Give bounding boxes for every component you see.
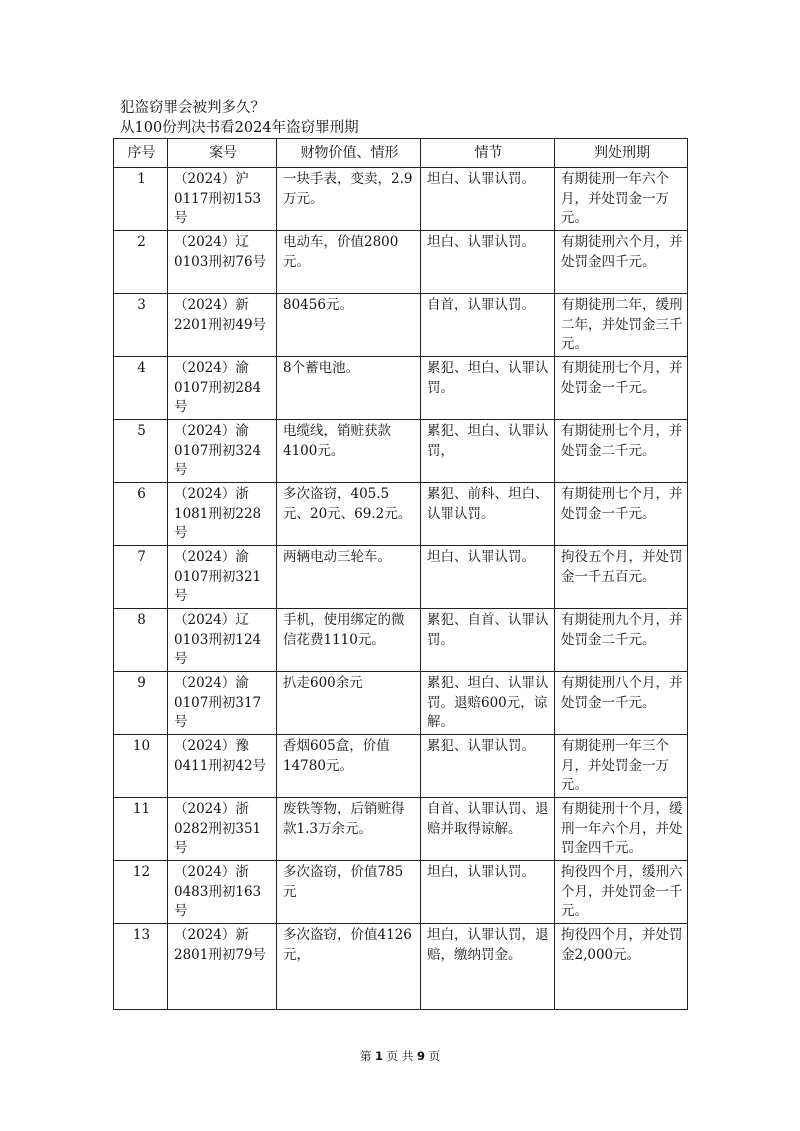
footer-middle: 页 共 xyxy=(386,1049,414,1063)
cell-sentence: 拘役四个月，缓刑六个月，并处罚金一千元。 xyxy=(555,861,688,924)
cell-seq: 3 xyxy=(114,294,168,357)
cell-seq: 12 xyxy=(114,861,168,924)
cell-sentence: 有期徒刑六个月，并处罚金四千元。 xyxy=(555,231,688,294)
table-row xyxy=(114,798,688,861)
cell-property: 电动车，价值2800元。 xyxy=(277,231,421,294)
cell-case-no: （2024）辽0103刑初124号 xyxy=(168,609,277,672)
cell-seq: 8 xyxy=(114,609,168,672)
cell-circumstances: 坦白、认罪认罚。 xyxy=(421,546,555,609)
cell-property: 80456元。 xyxy=(277,294,421,357)
table-row xyxy=(114,168,688,231)
table-row xyxy=(114,357,688,420)
cell-circumstances: 累犯、坦白、认罪认罚。 xyxy=(421,357,555,420)
page-footer xyxy=(0,1048,800,1064)
cell-sentence: 有期徒刑七个月，并处罚金二千元。 xyxy=(555,420,688,483)
cell-circumstances: 累犯、坦白、认罪认罚， xyxy=(421,420,555,483)
cell-sentence: 有期徒刑十个月，缓刑一年六个月，并处罚金四千元。 xyxy=(555,798,688,861)
table-header-row xyxy=(114,139,688,168)
cell-property: 一块手表，变卖，2.9万元。 xyxy=(277,168,421,231)
cell-case-no: （2024）辽0103刑初76号 xyxy=(168,231,277,294)
cell-circumstances: 坦白、认罪认罚。 xyxy=(421,168,555,231)
cell-circumstances: 累犯、前科、坦白、认罪认罚。 xyxy=(421,483,555,546)
cell-circumstances: 累犯、坦白、认罪认罚。退赔600元，谅解。 xyxy=(421,672,555,735)
cell-circumstances: 坦白，认罪认罚，退赔，缴纳罚金。 xyxy=(421,924,555,1010)
header-property: 财物价值、情形 xyxy=(277,139,421,168)
cell-property: 手机，使用绑定的微信花费1110元。 xyxy=(277,609,421,672)
header-seq: 序号 xyxy=(114,139,168,168)
header-case-no: 案号 xyxy=(168,139,277,168)
cell-case-no: （2024）渝0107刑初321号 xyxy=(168,546,277,609)
cell-sentence: 有期徒刑二年，缓刑二年，并处罚金三千元。 xyxy=(555,294,688,357)
cell-seq: 13 xyxy=(114,924,168,1010)
footer-total-pages: 9 xyxy=(416,1049,425,1063)
cell-case-no: （2024）豫0411刑初42号 xyxy=(168,735,277,798)
cell-sentence: 拘役四个月，并处罚金2,000元。 xyxy=(555,924,688,1010)
cell-circumstances: 累犯、自首、认罪认罚。 xyxy=(421,609,555,672)
cell-property: 废铁等物，后销赃得款1.3万余元。 xyxy=(277,798,421,861)
cell-sentence: 有期徒刑七个月，并处罚金一千元。 xyxy=(555,483,688,546)
cell-seq: 1 xyxy=(114,168,168,231)
cell-case-no: （2024）渝0107刑初284号 xyxy=(168,357,277,420)
table-row xyxy=(114,483,688,546)
cell-case-no: （2024）浙0282刑初351号 xyxy=(168,798,277,861)
cell-property: 多次盗窃，价值4126元， xyxy=(277,924,421,1010)
cell-case-no: （2024）新2201刑初49号 xyxy=(168,294,277,357)
cell-seq: 6 xyxy=(114,483,168,546)
cell-seq: 7 xyxy=(114,546,168,609)
cell-property: 8个蓄电池。 xyxy=(277,357,421,420)
cell-case-no: （2024）浙0483刑初163号 xyxy=(168,861,277,924)
cell-property: 两辆电动三轮车。 xyxy=(277,546,421,609)
cell-sentence: 有期徒刑九个月，并处罚金二千元。 xyxy=(555,609,688,672)
cell-property: 扒走600余元 xyxy=(277,672,421,735)
footer-prefix: 第 xyxy=(359,1049,372,1063)
sentencing-table xyxy=(113,138,688,1010)
header-circumstances: 情节 xyxy=(421,139,555,168)
cell-sentence: 有期徒刑一年三个月，并处罚金一万元。 xyxy=(555,735,688,798)
cell-property: 香烟605盒，价值14780元。 xyxy=(277,735,421,798)
table-row xyxy=(114,231,688,294)
cell-seq: 2 xyxy=(114,231,168,294)
table-row xyxy=(114,735,688,798)
cell-seq: 9 xyxy=(114,672,168,735)
cell-circumstances: 坦白、认罪认罚。 xyxy=(421,231,555,294)
cell-property: 多次盗窃，405.5元、20元、69.2元。 xyxy=(277,483,421,546)
document-subtitle: 从100份判决书看2024年盗窃罪刑期 xyxy=(120,120,359,136)
table-row xyxy=(114,294,688,357)
cell-seq: 4 xyxy=(114,357,168,420)
cell-case-no: （2024）沪0117刑初153号 xyxy=(168,168,277,231)
table-row xyxy=(114,420,688,483)
table-row xyxy=(114,861,688,924)
cell-sentence: 有期徒刑七个月，并处罚金一千元。 xyxy=(555,357,688,420)
cell-sentence: 有期徒刑一年六个月，并处罚金一万元。 xyxy=(555,168,688,231)
header-sentence: 判处刑期 xyxy=(555,139,688,168)
cell-circumstances: 累犯、认罪认罚。 xyxy=(421,735,555,798)
table-row xyxy=(114,672,688,735)
cell-circumstances: 自首、认罪认罚、退赔并取得谅解。 xyxy=(421,798,555,861)
cell-property: 电缆线，销赃获款4100元。 xyxy=(277,420,421,483)
document-title: 犯盗窃罪会被判多久？ xyxy=(120,100,265,116)
table-row xyxy=(114,609,688,672)
cell-case-no: （2024）渝0107刑初317号 xyxy=(168,672,277,735)
cell-property: 多次盗窃，价值785元 xyxy=(277,861,421,924)
cell-case-no: （2024）浙1081刑初228号 xyxy=(168,483,277,546)
cell-seq: 5 xyxy=(114,420,168,483)
footer-suffix: 页 xyxy=(428,1049,441,1063)
cell-seq: 11 xyxy=(114,798,168,861)
cell-seq: 10 xyxy=(114,735,168,798)
cell-circumstances: 自首，认罪认罚。 xyxy=(421,294,555,357)
cell-sentence: 拘役五个月，并处罚金一千五百元。 xyxy=(555,546,688,609)
cell-case-no: （2024）新2801刑初79号 xyxy=(168,924,277,1010)
table-row xyxy=(114,924,688,1010)
cell-sentence: 有期徒刑八个月，并处罚金一千元。 xyxy=(555,672,688,735)
cell-case-no: （2024）渝0107刑初324号 xyxy=(168,420,277,483)
footer-page-number: 1 xyxy=(375,1049,384,1063)
table-row xyxy=(114,546,688,609)
cell-circumstances: 坦白，认罪认罚。 xyxy=(421,861,555,924)
